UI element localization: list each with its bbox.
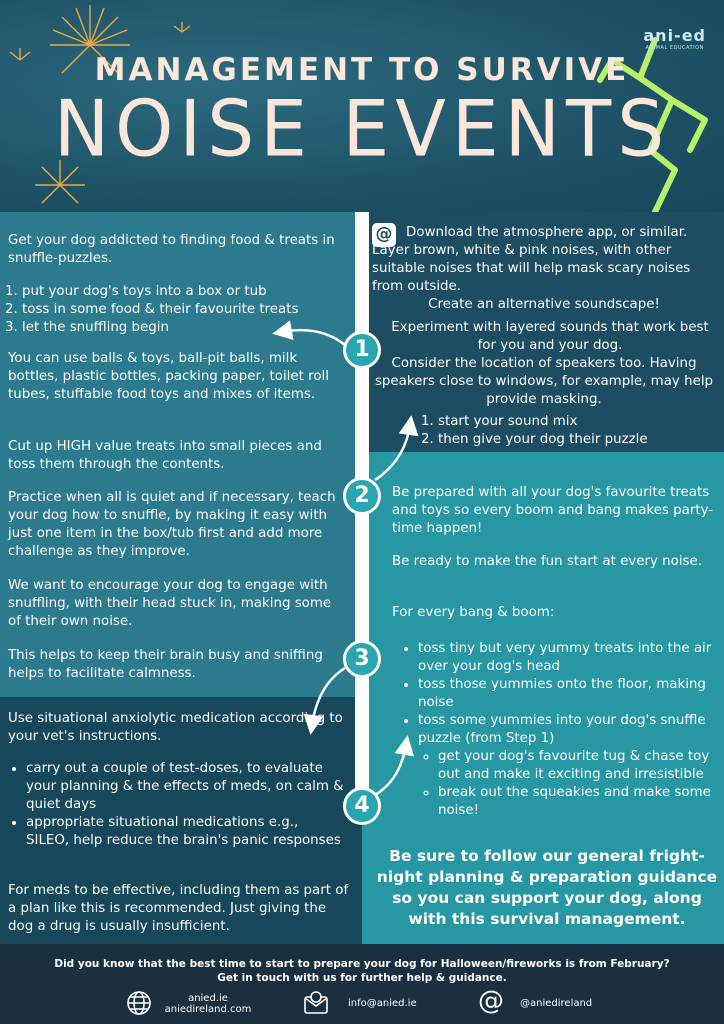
step3-paragraph: For every bang & boom: [392,605,555,620]
arrow-step3 [312,668,345,725]
step-number-2: 2 [343,477,381,515]
list-item: 3. let the snuffling begin [22,319,360,337]
logo-subtitle: ANIMAL EDUCATION [645,45,704,51]
list-item: 1. put your dog's toys into a box or tub [22,283,360,301]
step2-paragraph: Download the atmosphere app, or similar. Layer brown, white & pink noises, with other suitable noises that will help mask scary noises from outside. [372,225,691,294]
step1-intro: Get your dog addicted to finding food & treats in snuffle-puzzles. [8,233,335,266]
sub-list-item: ◦ get your dog's favourite tug & chase toy out and make it exciting and irresistible [438,748,722,784]
footer-line-2: Get in touch with us for further help & guidance. [217,972,507,984]
email-icon [303,990,329,1016]
step1-paragraph: You can use balls & toys, ball-pit balls, milk bottles, plastic bottles, packing paper, toilet roll tubes, stuffable food toys and mixes of items. [8,351,329,402]
step2-paragraph: Experiment with layered sounds that work best for you and your dog. [391,320,709,353]
step1-paragraph: We want to encourage your dog to engage with snuffling, with their head stuck in, making some of their own noise. [8,578,332,629]
arrow-step1 [282,330,345,345]
list-item-text: toss some yummies into your dog's snuffle puzzle (from Step 1) [418,713,706,746]
website-secondary[interactable]: aniedireland.com [164,1004,252,1015]
step4-intro: Use situational anxiolytic medication according to your vet's instructions. [8,711,343,744]
arrow-step2 [375,425,410,480]
list-item: • appropriate situational medications e.g., SILEO, help reduce the brain's panic responses [26,814,345,850]
list-item: 2. toss in some food & their favourite treats [22,301,360,319]
social-handle[interactable]: @aniedireland [520,998,593,1009]
globe-icon [126,990,152,1016]
step4-paragraph: For meds to be effective, including them as part of a plan like this is recommended. Just giving the dog a drug is usually insufficient. [8,883,349,934]
footer [0,944,724,1024]
step2-paragraph: Consider the location of speakers too. Having speakers close to windows, for example, may help provide masking. [374,356,714,407]
title-line-2: NOISE EVENTS [53,83,671,175]
step-number-3: 3 [343,640,381,678]
step-number-1: 1 [343,331,381,369]
step2-paragraph: Create an alternative soundscape! [428,297,660,312]
step3-paragraph: Be ready to make the fun start at every noise. [392,554,703,569]
logo-name: ani-ed [643,26,706,45]
website-primary[interactable]: anied.ie [188,993,228,1004]
footer-line-1: Did you know that the best time to start to prepare your dog for Halloween/fireworks is from February? [54,958,670,970]
email-link[interactable]: info@anied.ie [348,998,417,1009]
title-line-1: MANAGEMENT TO SURVIVE [94,52,630,88]
list-item: 1. start your sound mix [438,413,716,431]
list-item: • carry out a couple of test-doses, to evaluate your planning & the effects of meds, on calm & quiet days [26,760,345,814]
app-icon: @ [372,223,396,247]
list-item: 2. then give your dog their puzzle [438,431,716,449]
step3-closing: Be sure to follow our general fright-night planning & preparation guidance so you can support your dog, along with this survival management. [376,847,718,928]
step1-paragraph: This helps to keep their brain busy and sniffing helps to facilitate calmness. [8,648,323,681]
list-item: • toss tiny but very yummy treats into the air over your dog's head [418,640,722,676]
website-link[interactable] [158,993,258,1015]
sub-list-item: ◦ break out the squeakies and make some noise! [438,784,722,820]
at-sign-icon: @ [478,986,504,1016]
step-number-4: 4 [343,787,381,825]
step1-paragraph: Practice when all is quiet and if necessary, teach your dog how to snuffle, by making it easy with just one item in the box/tub first and add more challenge as they improve. [8,490,336,559]
list-item: • toss those yummies onto the floor, making noise [418,676,722,712]
arrow-step4 [375,745,406,795]
step1-paragraph: Cut up HIGH value treats into small pieces and toss them through the contents. [8,439,322,472]
step3-paragraph: Be prepared with all your dog's favourite treats and toys so every boom and bang makes party-time happen! [392,485,714,536]
